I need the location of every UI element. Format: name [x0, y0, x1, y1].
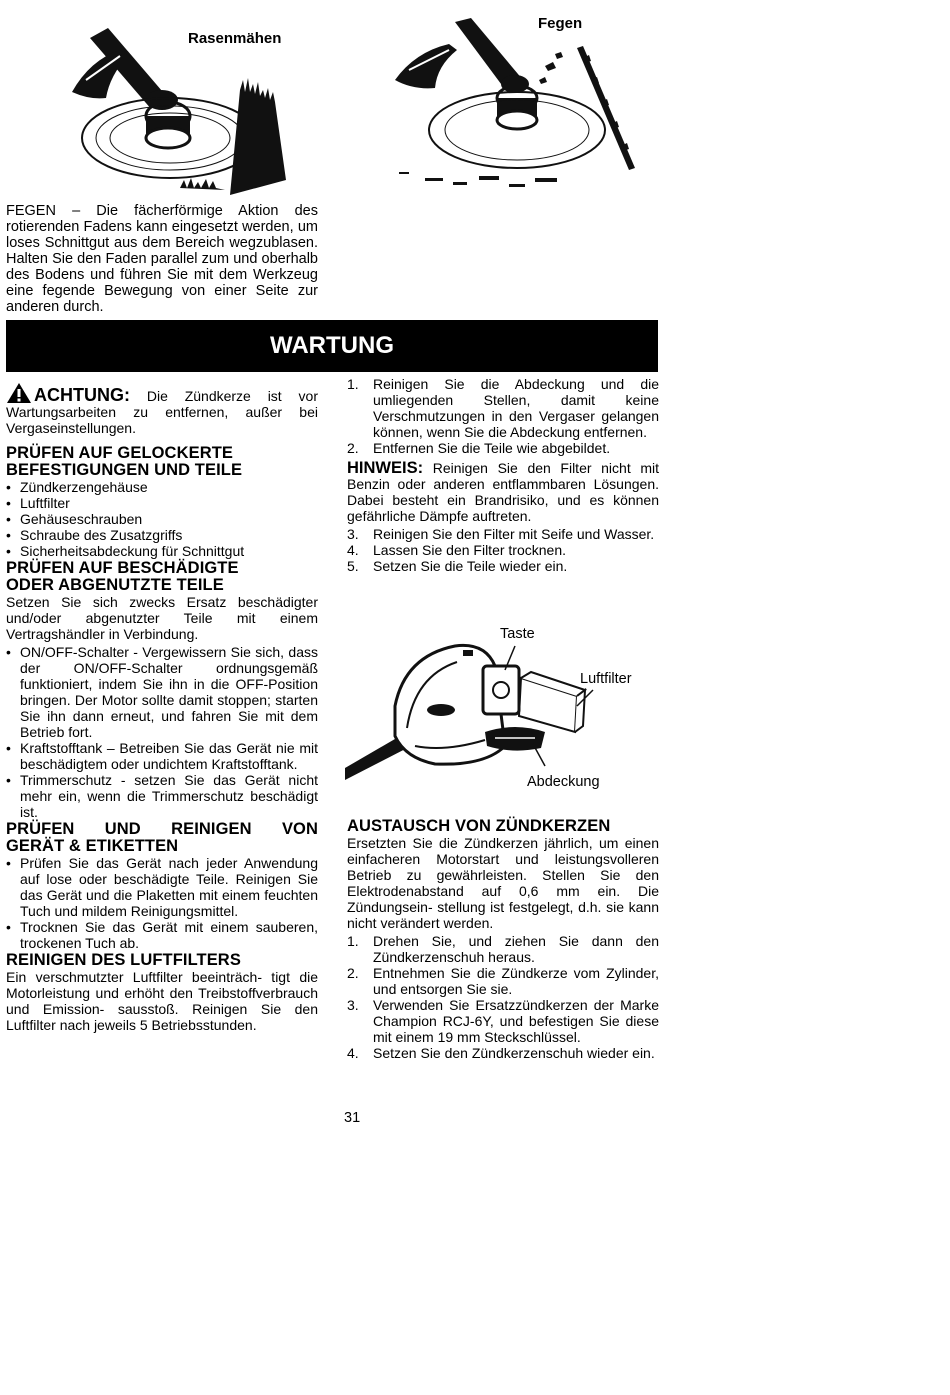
step-item — [347, 526, 659, 542]
warning-text: Die Zündkerze ist vor Wartungsarbeiten zu entfernen, außer bei Vergaseinstellungen. — [6, 388, 318, 436]
heading-air-filter: REINIGEN DES LUFTFILTERS — [6, 951, 241, 969]
list-item: • Trocknen Sie das Gerät mit einem sauberen, trockenen Tuch ab. — [6, 919, 318, 951]
step-text: Entnehmen Sie die Zündkerze vom Zylinder, und entsorgen Sie sie. — [373, 965, 659, 997]
warning-word: ACHTUNG: — [34, 385, 130, 405]
heading-clean-line2: GERÄT & ETIKETTEN — [6, 837, 179, 855]
step-number: 3. — [347, 526, 359, 542]
list-item: • Trimmerschutz - setzen Sie das Gerät nicht mehr ein, wenn die Trimmerschutz beschädigt ist. — [6, 772, 318, 820]
spark-plug-text: Ersetzten Sie die Zündkerzen jährlich, um einen einfacheren Motorstart und leistungsvolleren Betrieb zu gewährleisten. Stellen Sie den Elektrodenabstand auf 0,6 mm ein. Die Zündungsein- stellung ist festgelegt, d.h. sie kann nicht verändert werden. — [347, 835, 659, 931]
heading-clean-line1-text: PRÜFEN UND REINIGEN VON — [6, 820, 318, 838]
heading-loose-parts-line2: BEFESTIGUNGEN UND TEILE — [6, 461, 243, 479]
step-text: Entfernen Sie die Teile wie abgebildet. — [373, 440, 611, 456]
list-item: • ON/OFF-Schalter - Vergewissern Sie sich, dass der ON/OFF-Schalter ordnungsgemäß funktioniert, indem Sie ihn in die OFF-Position bringen. Der Motor sollte damit stoppen; starten Sie ihn dann erneut, und fahren Sie mit dem Betrieb fort. — [6, 644, 318, 740]
sweeping-intro-text: FEGEN – Die fächerförmige Aktion des rotierenden Fadens kann eingesetzt werden, um loses Schnittgut aus dem Bereich wegzublasen. Halten Sie den Faden parallel zum und oberhalb des Bodens und führen Sie mit dem Werkzeug eine fegende Bewegung von einer Seite zur anderen durch. — [6, 203, 318, 315]
step-number: 3. — [347, 997, 359, 1013]
air-filter-illustration — [345, 636, 595, 784]
step-text: Verwenden Sie Ersatzzündkerzen der Marke Champion RCJ-6Y, und befestigen Sie diese mit einem 19 mm Steckschlüssel. — [373, 997, 659, 1045]
sweeping-illustration — [395, 18, 650, 198]
step-item — [347, 1045, 659, 1061]
damaged-parts-text: Setzen Sie sich zwecks Ersatz beschädigter und/oder abgenutzter Teile mit einem Vertragshändler in Verbindung. — [6, 594, 318, 642]
step-number: 4. — [347, 1045, 359, 1061]
step-item — [347, 542, 659, 558]
step-text: Setzen Sie die Teile wieder ein. — [373, 558, 568, 574]
heading-damaged-parts-line2: ODER ABGENUTZTE TEILE — [6, 576, 224, 594]
loose-parts-list — [6, 479, 318, 559]
step-item — [347, 997, 659, 1045]
mowing-figure-title: Rasenmähen — [188, 30, 282, 47]
list-item: • Gehäuseschrauben — [6, 511, 318, 527]
step-item — [347, 558, 659, 574]
heading-loose-parts-line1: PRÜFEN AUF GELOCKERTE — [6, 444, 233, 462]
section-banner — [6, 320, 658, 372]
warning-block — [6, 382, 318, 436]
spark-plug-steps — [347, 933, 659, 1061]
step-number: 4. — [347, 542, 359, 558]
right-column — [347, 376, 659, 576]
list-item: • Luftfilter — [6, 495, 318, 511]
heading-damaged-parts-line1: PRÜFEN AUF BESCHÄDIGTE — [6, 559, 239, 577]
clean-list — [6, 855, 318, 951]
step-number: 1. — [347, 376, 359, 392]
step-number: 2. — [347, 965, 359, 981]
step-text: Lassen Sie den Filter trocknen. — [373, 542, 566, 558]
list-item: • Schraube des Zusatzgriffs — [6, 527, 318, 543]
list-item: • Sicherheitsabdeckung für Schnittgut — [6, 543, 318, 559]
note-text: Reinigen Sie den Filter nicht mit Benzin oder anderen entflammbaren Lösungen. Dabei besteht ein Brandrisiko, und es können gefährliche Dämpfe auftreten. — [347, 460, 659, 524]
label-cover: Abdeckung — [527, 774, 600, 790]
sweeping-figure-title: Fegen — [538, 15, 583, 32]
page-number: 31 — [344, 1110, 361, 1126]
spark-plug-section — [347, 818, 659, 1063]
filter-steps-a — [347, 376, 659, 456]
list-item: • Prüfen Sie das Gerät nach jeder Anwendung auf lose oder beschädigte Teile. Reinigen Sie das Gerät und die Plaketten mit einem feuchten Tuch und mildem Reinigungsmittel. — [6, 855, 318, 919]
step-text: Setzen Sie den Zündkerzenschuh wieder ein. — [373, 1045, 655, 1061]
heading-spark-plug: AUSTAUSCH VON ZÜNDKERZEN — [347, 817, 611, 835]
step-number: 2. — [347, 440, 359, 456]
step-number: 5. — [347, 558, 359, 574]
step-text: Reinigen Sie den Filter mit Seife und Wasser. — [373, 526, 655, 542]
step-number: 1. — [347, 933, 359, 949]
step-item — [347, 376, 659, 440]
section-banner-title: WARTUNG — [270, 332, 394, 359]
label-button: Taste — [500, 626, 535, 642]
step-text: Reinigen Sie die Abdeckung und die umliegenden Stellen, damit keine Verschmutzungen in den Vergaser gelangen können, wenn Sie die Abdeckung entfernen. — [373, 376, 659, 440]
mowing-illustration — [50, 20, 310, 200]
heading-clean-line1 — [6, 821, 318, 838]
list-item: • Zündkerzengehäuse — [6, 479, 318, 495]
step-item — [347, 965, 659, 997]
list-item: • Kraftstofftank – Betreiben Sie das Gerät nie mit beschädigtem oder undichtem Kraftstofftank. — [6, 740, 318, 772]
note-word: HINWEIS: — [347, 459, 424, 477]
step-item — [347, 440, 659, 456]
left-column — [6, 382, 318, 1035]
damaged-parts-list — [6, 644, 318, 820]
warning-triangle-icon — [6, 382, 32, 404]
air-filter-text: Ein verschmutzter Luftfilter beeinträch- tigt die Motorleistung und erhöht den Treibstoffverbrauch und Emission- sausstoß. Reinigen Sie den Luftfilter nach jeweils 5 Betriebsstunden. — [6, 969, 318, 1033]
note-block — [347, 460, 659, 524]
step-item — [347, 933, 659, 965]
step-text: Drehen Sie, und ziehen Sie dann den Zündkerzenschuh heraus. — [373, 933, 659, 965]
filter-steps-b — [347, 526, 659, 574]
label-air-filter: Luftfilter — [580, 671, 632, 687]
